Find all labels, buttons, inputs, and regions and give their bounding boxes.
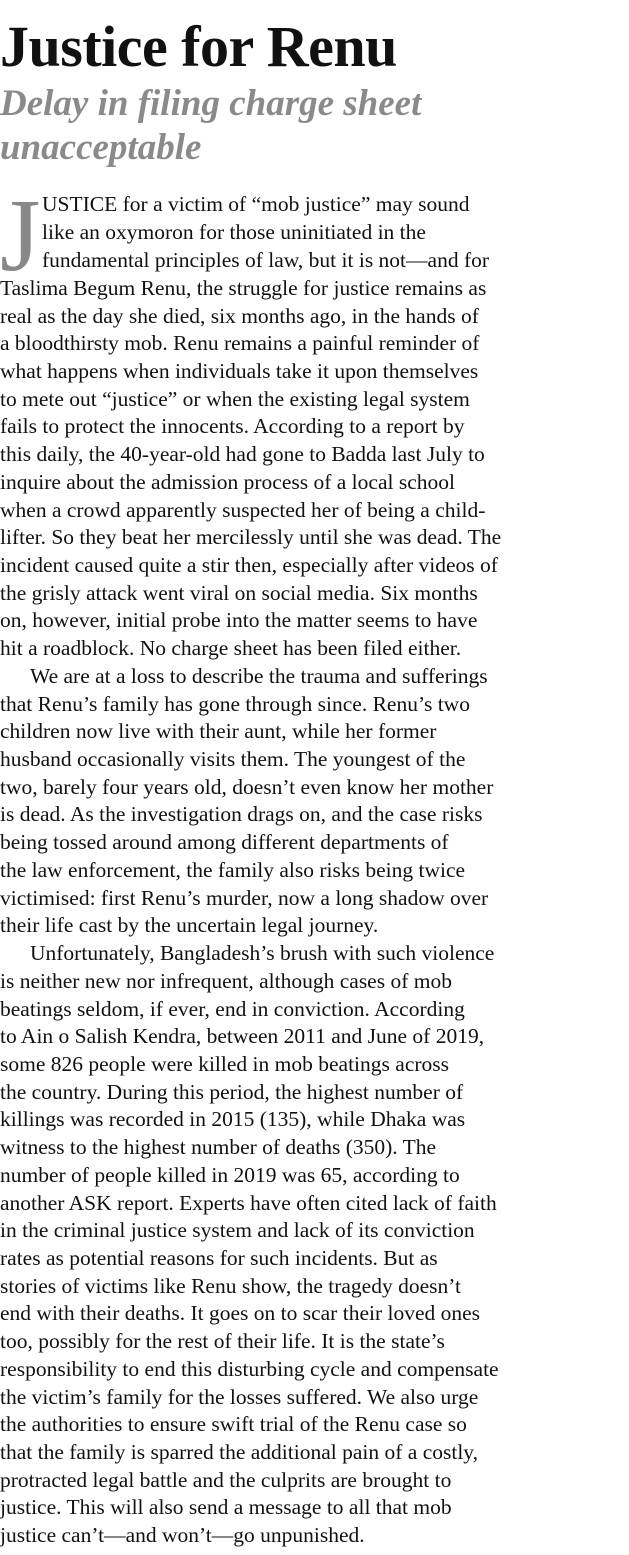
body-line: in the criminal justice system and lack of its conviction [0,1218,475,1242]
body-line: is neither new nor infrequent, although cases of mob [0,969,452,993]
body-line: inquire about the admission process of a local school [0,470,455,494]
body-line: protracted legal battle and the culprits are brought to [0,1468,452,1492]
body-line: to mete out “justice” or when the existing legal system [0,387,470,411]
body-line: rates as potential reasons for such incidents. But as [0,1246,438,1270]
body-line: USTICE for a victim of “mob justice” may sound [42,192,470,216]
body-line: the victim’s family for the losses suffered. We also urge [0,1385,479,1409]
body-line: victimised: first Renu’s murder, now a long shadow over [0,886,489,910]
body-line: justice can’t—and won’t—go unpunished. [0,1523,365,1547]
body-line: that Renu’s family has gone through since. Renu’s two [0,692,470,716]
body-line: fails to protect the innocents. According to a report by [0,414,465,438]
headline: Justice for Renu [0,14,397,79]
body-line: beatings seldom, if ever, end in conviction. According [0,997,465,1021]
body-line: their life cast by the uncertain legal journey. [0,913,379,937]
body-line: the law enforcement, the family also risks being twice [0,858,466,882]
body-line: husband occasionally visits them. The youngest of the [0,747,466,771]
body-line: like an oxymoron for those uninitiated in the [42,220,426,244]
body-line: children now live with their aunt, while her former [0,719,437,743]
body-line: a bloodthirsty mob. Renu remains a painful reminder of [0,331,480,355]
body-line: some 826 people were killed in mob beatings across [0,1052,450,1076]
body-line: We are at a loss to describe the trauma and sufferings [30,664,488,688]
body-line: witness to the highest number of deaths (350). The [0,1135,437,1159]
body-line: stories of victims like Renu show, the tragedy doesn’t [0,1274,461,1298]
body-line: another ASK report. Experts have often cited lack of faith [0,1191,497,1215]
body-line: to Ain o Salish Kendra, between 2011 and June of 2019, [0,1024,485,1048]
subheadline-line-2: unacceptable [0,127,202,168]
subheadline-line-1: Delay in filing charge sheet [0,83,422,124]
body-line: on, however, initial probe into the matter seems to have [0,608,478,632]
body-line: justice. This will also send a message to all that mob [0,1495,452,1519]
body-line: the authorities to ensure swift trial of the Renu case so [0,1412,467,1436]
body-line: what happens when individuals take it upon themselves [0,359,479,383]
body-line: end with their deaths. It goes on to scar their loved ones [0,1301,481,1325]
body-line: that the family is sparred the additional pain of a costly, [0,1440,479,1464]
body-line: is dead. As the investigation drags on, and the case risks [0,802,483,826]
body-line: killings was recorded in 2015 (135), while Dhaka was [0,1107,466,1131]
body-line: Taslima Begum Renu, the struggle for justice remains as [0,276,487,300]
body-line: responsibility to end this disturbing cycle and compensate [0,1357,499,1381]
body-line: fundamental principles of law, but it is not—and for [42,248,490,272]
body-line: this daily, the 40-year-old had gone to Badda last July to [0,442,485,466]
body-line: the country. During this period, the highest number of [0,1080,464,1104]
body-line: two, barely four years old, doesn’t even know her mother [0,775,494,799]
drop-cap: J [0,178,41,293]
subheadline [0,82,560,170]
body-line: number of people killed in 2019 was 65, according to [0,1163,460,1187]
body-line: hit a roadblock. No charge sheet has been filed either. [0,636,462,660]
body-line: too, possibly for the rest of their life. It is the state’s [0,1329,445,1353]
body-line: incident caused quite a stir then, especially after videos of [0,553,498,577]
body-line: when a crowd apparently suspected her of being a child- [0,498,486,522]
body-line: being tossed around among different departments of [0,830,449,854]
body-line: the grisly attack went viral on social media. Six months [0,581,478,605]
body-line: Unfortunately, Bangladesh’s brush with such violence [30,941,495,965]
body-line: lifter. So they beat her mercilessly until she was dead. The [0,525,502,549]
body-line: real as the day she died, six months ago, in the hands of [0,304,479,328]
